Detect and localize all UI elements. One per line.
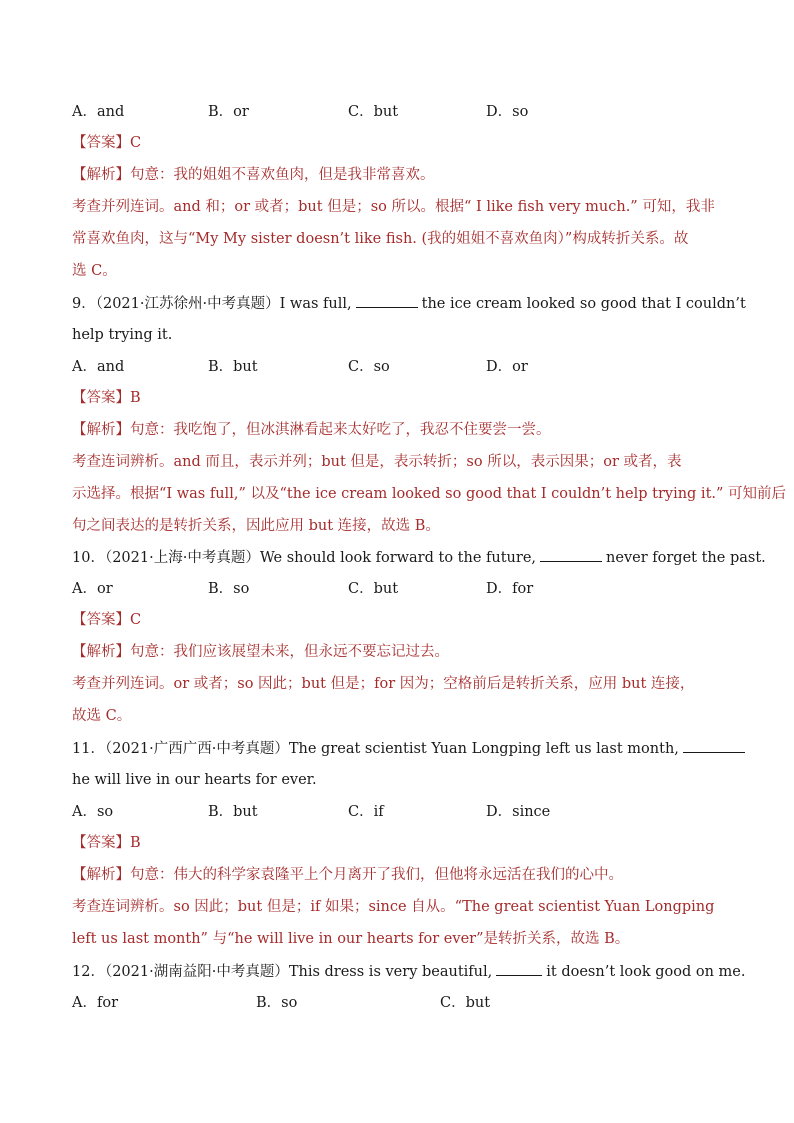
q9-stem-cont: help trying it. xyxy=(72,327,173,343)
q9-stem xyxy=(72,293,746,314)
q11-stem-part1: 11．（2021·广西广西·中考真题）The great scientist Yuan Longping left us last month, xyxy=(72,741,679,757)
q11-stem-cont: he will live in our hearts for ever. xyxy=(72,772,317,788)
q9-analysis-2b: 示选择。根据“I was full,” 以及“the ice cream looked so good that I couldn’t help trying it.” 可知前后 xyxy=(72,486,787,502)
analysis-label: 【解析】 xyxy=(72,167,130,183)
q11-option-a: A．so xyxy=(72,804,114,820)
q12-blank xyxy=(496,961,542,976)
q8-answer xyxy=(72,133,728,153)
answer-value: C xyxy=(130,135,142,151)
analysis-text: 句意：我吃饱了，但冰淇淋看起来太好吃了，我忍不住要尝一尝。 xyxy=(130,422,551,438)
q12-option-c: C．but xyxy=(440,995,491,1011)
q9-option-a: A．and xyxy=(72,359,125,375)
q12-stem xyxy=(72,961,746,982)
q9-stem-part1: 9．（2021·江苏徐州·中考真题）I was full, xyxy=(72,296,352,312)
answer-label: 【答案】 xyxy=(72,835,130,851)
analysis-text: 句意：我的姐姐不喜欢鱼肉，但是我非常喜欢。 xyxy=(130,167,435,183)
answer-value: B xyxy=(130,835,141,851)
q11-blank xyxy=(683,738,745,753)
q11-analysis-2a: 考查连词辨析。so 因此；but 但是；if 如果；since 自从。“The great scientist Yuan Longping xyxy=(72,899,715,915)
q10-analysis-2b: 故选 C。 xyxy=(72,708,132,724)
q12-option-a: A．for xyxy=(72,995,118,1011)
q8-analysis-2b: 常喜欢鱼肉，这与“My My sister doesn’t like fish. (我的姐姐不喜欢鱼肉）”构成转折关系。故 xyxy=(72,231,689,247)
q10-answer xyxy=(72,610,728,630)
q9-analysis-2a: 考查连词辨析。and 而且，表示并列；but 但是，表示转折；so 所以，表示因果；or 或者，表 xyxy=(72,454,682,470)
analysis-text: 句意：伟大的科学家袁隆平上个月离开了我们，但他将永远活在我们的心中。 xyxy=(130,867,623,883)
q11-stem xyxy=(72,738,728,759)
answer-label: 【答案】 xyxy=(72,135,130,151)
q9-stem-part2: the ice cream looked so good that I couldn’t xyxy=(421,296,746,312)
analysis-label: 【解析】 xyxy=(72,867,130,883)
answer-label: 【答案】 xyxy=(72,390,130,406)
q9-answer xyxy=(72,388,728,408)
q10-option-c: C．but xyxy=(348,581,399,597)
q11-option-d: D．since xyxy=(486,804,551,820)
q11-analysis-1 xyxy=(72,865,728,885)
q8-analysis-2a: 考查并列连词。and 和；or 或者；but 但是；so 所以。根据“ I like fish very much.” 可知，我非 xyxy=(72,199,715,215)
q9-analysis-2c: 句之间表达的是转折关系，因此应用 but 连接，故选 B。 xyxy=(72,518,440,534)
q8-option-d: D．so xyxy=(486,104,529,120)
q10-analysis-2a: 考查并列连词。or 或者；so 因此；but 但是；for 因为；空格前后是转折关系，应用 but 连接， xyxy=(72,676,695,692)
q12-stem-part1: 12．（2021·湖南益阳·中考真题）This dress is very beautiful, xyxy=(72,964,493,980)
answer-label: 【答案】 xyxy=(72,612,130,628)
analysis-label: 【解析】 xyxy=(72,644,130,660)
q11-answer xyxy=(72,833,728,853)
q11-option-b: B．but xyxy=(208,804,258,820)
q11-analysis-2b: left us last month” 与“he will live in our hearts for ever”是转折关系，故选 B。 xyxy=(72,931,630,947)
q10-stem-part1: 10．（2021·上海·中考真题）We should look forward to the future, xyxy=(72,550,537,566)
analysis-label: 【解析】 xyxy=(72,422,130,438)
analysis-text: 句意：我们应该展望未来，但永远不要忘记过去。 xyxy=(130,644,449,660)
q11-option-c: C．if xyxy=(348,804,384,820)
q8-option-b: B．or xyxy=(208,104,249,120)
q9-option-c: C．so xyxy=(348,359,390,375)
q12-stem-part2: it doesn’t look good on me. xyxy=(546,964,746,980)
q10-option-b: B．so xyxy=(208,581,250,597)
q10-analysis-1 xyxy=(72,642,728,662)
q10-stem xyxy=(72,547,766,568)
q9-analysis-1 xyxy=(72,420,728,440)
q9-option-d: D．or xyxy=(486,359,528,375)
q10-option-d: D．for xyxy=(486,581,534,597)
q10-option-a: A．or xyxy=(72,581,113,597)
q8-option-a: A．and xyxy=(72,104,125,120)
q12-option-b: B．so xyxy=(256,995,298,1011)
q8-analysis-1 xyxy=(72,165,728,185)
q8-analysis-2c: 选 C。 xyxy=(72,263,117,279)
q10-blank xyxy=(540,547,602,562)
answer-value: C xyxy=(130,612,142,628)
q9-option-b: B．but xyxy=(208,359,258,375)
answer-value: B xyxy=(130,390,141,406)
q9-blank xyxy=(356,293,418,308)
q8-option-c: C．but xyxy=(348,104,399,120)
q10-stem-part2: never forget the past. xyxy=(606,550,766,566)
